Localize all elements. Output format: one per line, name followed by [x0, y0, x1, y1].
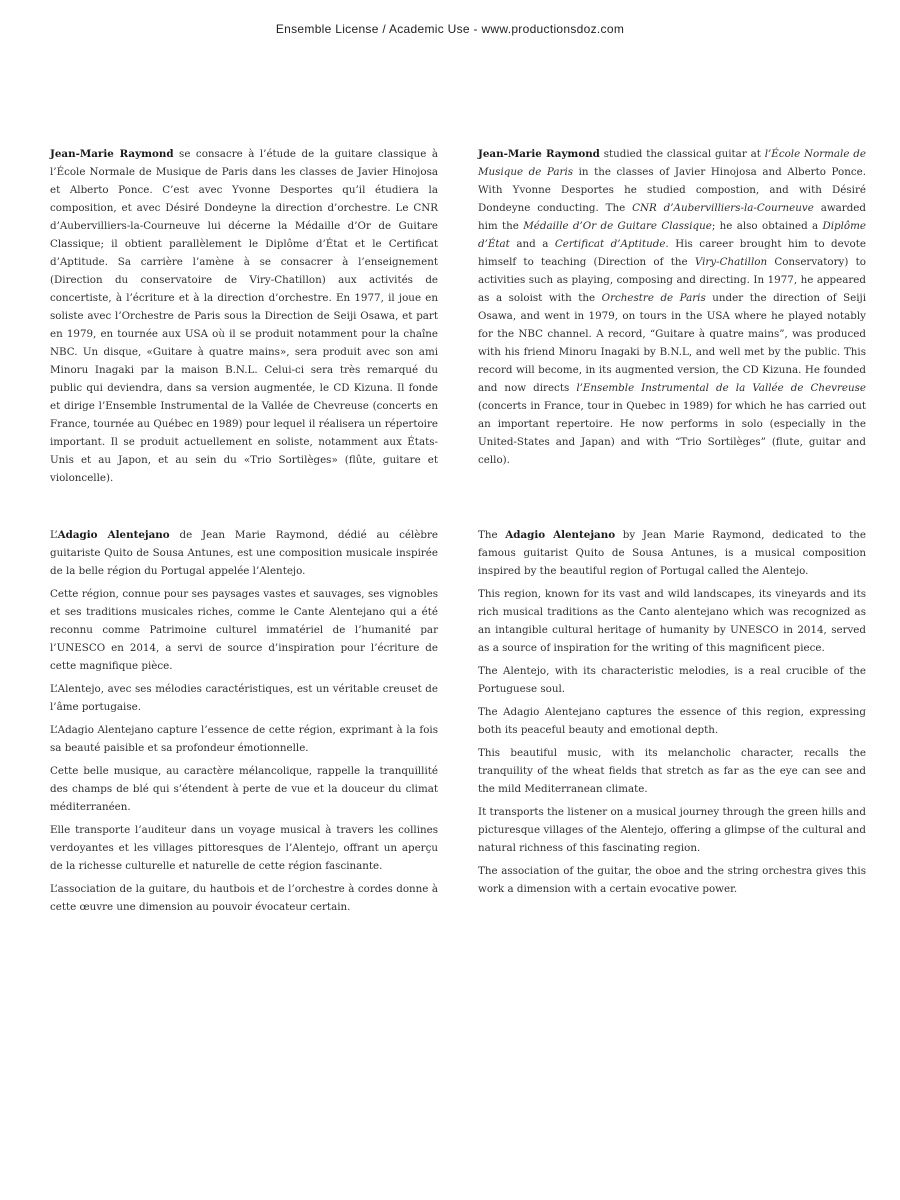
biography-english [478, 145, 866, 474]
adagio-french-paragraph [50, 526, 438, 580]
bio-italic: CNR d’Aubervilliers-la-Courneuve [632, 202, 814, 214]
bio-text: awarded him the [478, 202, 866, 232]
adagio-description-french [50, 526, 438, 921]
adagio-text: de Jean Marie Raymond, dédié au célèbre guitariste Quito de Sousa Antunes, est une composition musicale inspirée de la belle région du Portugal appelée l’Alentejo. [50, 529, 438, 577]
bio-text: . His career brought him to devote himself to teaching (Direction of the [478, 238, 866, 268]
adagio-english-paragraph: The Adagio Alentejano captures the essence of this region, expressing both its peaceful beauty and emotional depth. [478, 706, 866, 736]
work-title: Adagio Alentejano [505, 529, 616, 541]
bio-italic: l’École Normale de Musique de Paris [478, 148, 866, 178]
bio-text: (concerts in France, tour in Quebec in 1989) for which he has carried out an important repertoire. He now performs in solo (especially in the United-States and Japan) and with “Trio Sortilèges” (flute, guitar and cello). [478, 400, 866, 466]
adagio-english-paragraph: It transports the listener on a musical journey through the green hills and picturesque villages of the Alentejo, offering a glimpse of the cultural and natural richness of this fascinating region. [478, 806, 866, 854]
adagio-english-paragraph: This region, known for its vast and wild landscapes, its vineyards and its rich musical traditions as the Canto alentejano which was recognized as an intangible cultural heritage of humanity by UNESCO in 2014, served as a source of inspiration for the writing of this magnificent piece. [478, 588, 866, 654]
bio-italic: l’Ensemble Instrumental de la Vallée de Chevreuse [576, 382, 866, 394]
composer-name: Jean-Marie Raymond [50, 148, 174, 160]
adagio-text: L’ [50, 529, 58, 541]
adagio-french-paragraph: Cette région, connue pour ses paysages vastes et sauvages, ses vignobles et ses traditions musicales riches, comme le Cante Alentejano qui a été reconnu comme Patrimoine culturel immatériel de l’humanité par l’UNESCO en 2014, a servi de source d’inspiration pour l’écriture de cette magnifique pièce. [50, 588, 438, 672]
adagio-description-english [478, 526, 866, 903]
bio-text: Conservatory) to activities such as playing, composing and directing. In 1977, he appeared as a soloist with the [478, 256, 866, 304]
bio-text: in the classes of Javier Hinojosa and Alberto Ponce. With Yvonne Desportes he studied compostion, and with Désiré Dondeyne conducting. The [478, 166, 866, 214]
work-title: Adagio Alentejano [57, 529, 170, 541]
adagio-text: by Jean Marie Raymond, dedicated to the famous guitarist Quito de Sousa Antunes, is a musical composition inspired by the beautiful region of Portugal called the Alentejo. [478, 529, 866, 577]
adagio-text: The [478, 529, 506, 541]
adagio-french-paragraph: Elle transporte l’auditeur dans un voyage musical à travers les collines verdoyantes et les villages pittoresques de l’Alentejo, offrant un aperçu de la richesse culturelle et naturelle de cette région fascinante. [50, 824, 438, 872]
adagio-french-paragraph: L’Adagio Alentejano capture l’essence de cette région, exprimant à la fois sa beauté paisible et sa profondeur émotionnelle. [50, 724, 438, 754]
bio-text: and a [509, 238, 555, 250]
page-header: Ensemble License / Academic Use - www.productionsdoz.com [275, 22, 625, 36]
biography-english-paragraph [478, 145, 866, 469]
adagio-english-paragraph: This beautiful music, with its melancholic character, recalls the tranquility of the wheat fields that stretch as far as the eye can see and the mild Mediterranean climate. [478, 747, 866, 795]
bio-text: studied the classical guitar at [599, 148, 765, 160]
adagio-english-paragraph: The Alentejo, with its characteristic melodies, is a real crucible of the Portuguese soul. [478, 665, 866, 695]
adagio-english-paragraph [478, 526, 866, 580]
biography-french [50, 145, 438, 492]
composer-name: Jean-Marie Raymond [478, 148, 600, 160]
adagio-french-paragraph: Cette belle musique, au caractère mélancolique, rappelle la tranquillité des champs de blé qui s’étendent à perte de vue et la douceur du climat méditerranéen. [50, 765, 438, 813]
adagio-french-paragraph: L’Alentejo, avec ses mélodies caractéristiques, est un véritable creuset de l’âme portugaise. [50, 683, 438, 713]
bio-italic: Certificat d’Aptitude [554, 238, 666, 250]
biography-french-text: se consacre à l’étude de la guitare classique à l’École Normale de Musique de Paris dans les classes de Javier Hinojosa et Alberto Ponce. C’est avec Yvonne Desportes qu’il étudiera la composition, et avec Désiré Dondeyne la direction d’orchestre. Le CNR d’Aubervilliers-la-Courneuve lui décerne la Médaille d’Or de Guitare Classique; il obtient parallèlement le Diplôme d’État et le Certificat d’Aptitude. Sa carrière l’amène à se consacrer à l’enseignement (Direction du conservatoire de Viry-Chatillon) aux activités de concertiste, à l’écriture et à la direction d’orchestre. En 1977, il joue en soliste avec l’Orchestre de Paris sous la Direction de Seiji Osawa, et part en 1979, en tournée aux USA où il se produit notamment pour la chaîne NBC. Un disque, «Guitare à quatre mains», sera produit avec son ami Minoru Inagaki par la maison B.N.L. Celui-ci sera très remarqué du public qui deviendra, dans sa version augmentée, le CD Kizuna. Il fonde et dirige l’Ensemble Instrumental de la Vallée de Chevreuse (concerts en France, tournée au Québec en 1989) pour lequel il réalisera un répertoire important. Il se produit actuellement en soliste, notamment aux États-Unis et au Japon, et au sein du «Trio Sortilèges» (flûte, guitare et violoncelle). [50, 148, 438, 484]
bio-italic: Orchestre de Paris [601, 292, 706, 304]
bio-italic: Viry-Chatillon [694, 256, 768, 268]
adagio-french-paragraph: L’association de la guitare, du hautbois et de l’orchestre à cordes donne à cette œuvre une dimension au pouvoir évocateur certain. [50, 883, 438, 913]
adagio-english-paragraph: The association of the guitar, the oboe and the string orchestra gives this work a dimension with a certain evocative power. [478, 865, 866, 895]
bio-text: ; he also obtained a [711, 220, 823, 232]
bio-italic: Diplôme d’État [478, 220, 866, 250]
bio-italic: Médaille d’Or de Guitare Classique [523, 220, 712, 232]
bio-text: under the direction of Seiji Osawa, and went in 1979, on tours in the USA where he played notably for the NBC channel. A record, “Guitare à quatre mains”, was produced with his friend Minoru Inagaki by B.N.L, and well met by the public. This record will become, in its augmented version, the CD Kizuna. He founded and now directs [478, 292, 866, 394]
biography-french-paragraph [50, 145, 438, 487]
